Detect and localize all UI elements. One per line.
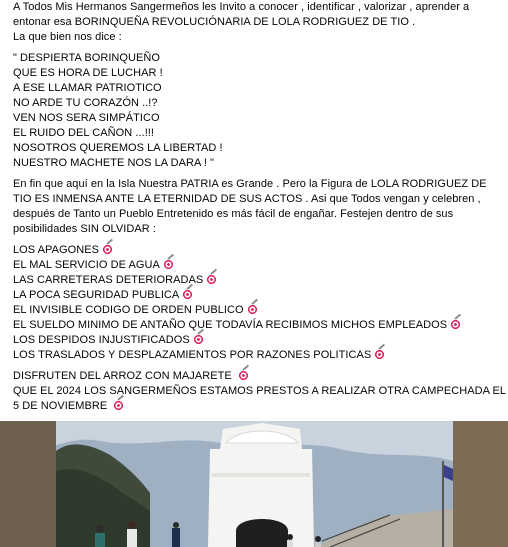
direct-hit-icon	[163, 259, 174, 270]
intro-line: La que bien nos dice :	[13, 31, 122, 43]
direct-hit-icon	[238, 370, 249, 381]
list-item	[13, 318, 501, 333]
direct-hit-icon	[247, 304, 258, 315]
church-photo-image	[0, 421, 508, 547]
list-item	[13, 333, 501, 348]
paragraph-line: En fin que aquí en la Isla Nuestra PATRIA es Grande . Pero la Figura de LOLA RODRIGUEZ DE	[13, 178, 487, 190]
closing-text: 5 DE NOVIEMBRE	[13, 400, 108, 412]
list-item	[13, 273, 501, 288]
poem-line: " DESPIERTA BORINQUEÑO	[13, 52, 161, 64]
direct-hit-icon	[450, 319, 461, 330]
direct-hit-icon	[102, 244, 113, 255]
direct-hit-icon	[206, 274, 217, 285]
poem-line: A ESE LLAMAR PATRIOTICO	[13, 82, 162, 94]
closing-line	[13, 399, 501, 414]
closing-text: DISFRUTEN DEL ARROZ CON MAJARETE	[13, 370, 232, 382]
direct-hit-icon	[182, 289, 193, 300]
closing-line	[13, 369, 501, 384]
poem-line: EL RUIDO DEL CAÑON ...!!!	[13, 127, 155, 139]
list-item-text: LOS DESPIDOS INJUSTIFICADOS	[13, 334, 190, 346]
paragraph-line: después de Tanto un Pueblo Entretenido es más fácil de engañar. Festejen dentro de sus	[13, 208, 454, 220]
intro-line: A Todos Mis Hermanos Sangermeños les Invito a conocer , identificar , valorizar , aprender a	[13, 1, 470, 13]
intro-line: entonar esa BORINQUEÑA REVOLUCIÓNARIA DE LOLA RODRIGUEZ DE TIO .	[13, 16, 416, 28]
church-photo[interactable]	[0, 421, 508, 547]
list-item-text: LAS CARRETERAS DETERIORADAS	[13, 274, 204, 286]
list-item	[13, 243, 501, 258]
post-body	[13, 0, 507, 414]
list-item-text: EL MAL SERVICIO DE AGUA	[13, 259, 160, 271]
poem-line: VEN NOS SERA SIMPÁTICO	[13, 112, 160, 124]
direct-hit-icon	[193, 334, 204, 345]
paragraph-line: posibilidades SIN OLVIDAR :	[13, 223, 156, 235]
list-item-text: LOS APAGONES	[13, 244, 99, 256]
list-item	[13, 348, 501, 363]
list-item-text: LOS TRASLADOS Y DESPLAZAMIENTOS POR RAZONES POLITICAS	[13, 349, 372, 361]
list-item-text: EL SUELDO MINIMO DE ANTAÑO QUE TODAVÍA RECIBIMOS MICHOS EMPLEADOS	[13, 319, 448, 331]
direct-hit-icon	[374, 349, 385, 360]
poem-line: QUE ES HORA DE LUCHAR !	[13, 67, 163, 79]
list-item	[13, 303, 501, 318]
paragraph-line: TIO ES INMENSA ANTE LA ETERNIDAD DE SUS ACTOS . Asi que Todos vengan y celebren ,	[13, 193, 481, 205]
poem-line: NUESTRO MACHETE NOS LA DARA ! "	[13, 157, 215, 169]
list-item-text: EL INVISIBLE CODIGO DE ORDEN PUBLICO	[13, 304, 244, 316]
direct-hit-icon	[113, 400, 124, 411]
poem-line: NO ARDE TU CORAZÓN ..!?	[13, 97, 158, 109]
poem-line: NOSOTROS QUEREMOS LA LIBERTAD !	[13, 142, 223, 154]
list-item-text: LA POCA SEGURIDAD PUBLICA	[13, 289, 180, 301]
closing-line: QUE EL 2024 LOS SANGERMEÑOS ESTAMOS PRESTOS A REALIZAR OTRA CAMPECHADA EL	[13, 385, 507, 397]
list-item	[13, 258, 501, 273]
